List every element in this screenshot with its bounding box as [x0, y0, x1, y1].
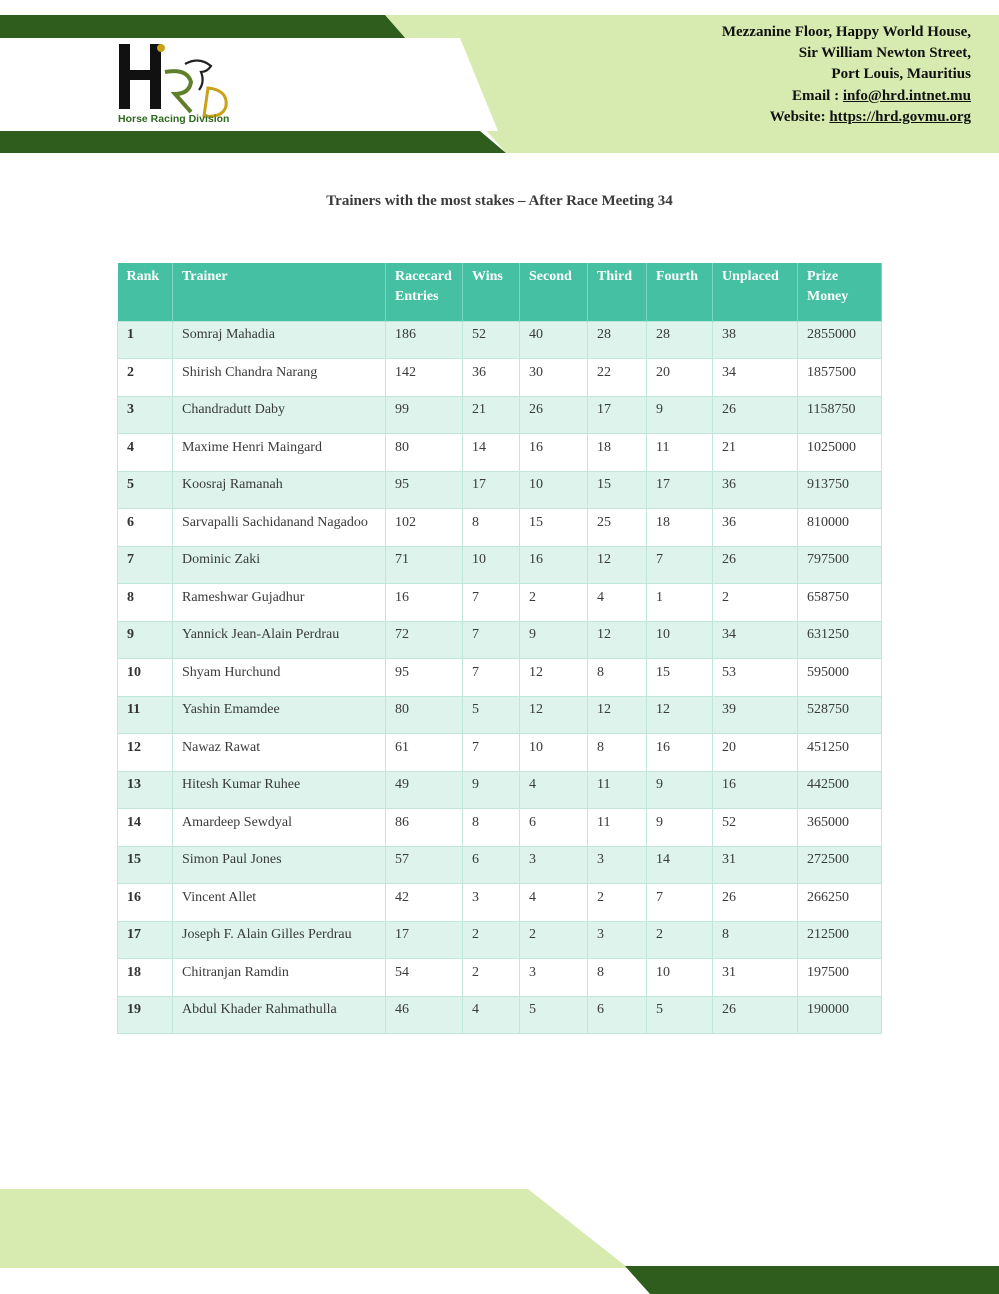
stat-cell: 3: [588, 921, 647, 959]
stat-cell: 2: [588, 884, 647, 922]
stat-cell: 266250: [798, 884, 882, 922]
stat-cell: 10: [647, 959, 713, 997]
rank-cell: 16: [118, 884, 173, 922]
table-row: [118, 846, 882, 884]
table-body: [118, 321, 882, 1034]
stat-cell: 14: [647, 846, 713, 884]
stat-cell: 16: [386, 584, 463, 622]
stat-cell: 20: [647, 359, 713, 397]
stat-cell: 186: [386, 321, 463, 359]
table-row: [118, 546, 882, 584]
stat-cell: 5: [647, 996, 713, 1034]
stat-cell: 25: [588, 509, 647, 547]
trainer-cell: Amardeep Sewdyal: [173, 809, 386, 847]
stat-cell: 8: [463, 809, 520, 847]
address-line: Mezzanine Floor, Happy World House,: [721, 24, 971, 40]
stat-cell: 2: [647, 921, 713, 959]
stat-cell: 16: [647, 734, 713, 772]
stat-cell: 8: [588, 959, 647, 997]
stat-cell: 12: [588, 621, 647, 659]
stat-cell: 595000: [798, 659, 882, 697]
stat-cell: 26: [713, 884, 798, 922]
stat-cell: 6: [520, 809, 588, 847]
table-row: [118, 809, 882, 847]
stat-cell: 365000: [798, 809, 882, 847]
stat-cell: 142: [386, 359, 463, 397]
footer-banner: [0, 1185, 999, 1294]
rank-cell: 14: [118, 809, 173, 847]
rank-cell: 7: [118, 546, 173, 584]
stat-cell: 9: [647, 771, 713, 809]
stat-cell: 16: [520, 434, 588, 472]
trainer-cell: Somraj Mahadia: [173, 321, 386, 359]
stat-cell: 8: [588, 734, 647, 772]
stat-cell: 17: [463, 471, 520, 509]
stat-cell: 451250: [798, 734, 882, 772]
stat-cell: 12: [520, 659, 588, 697]
stat-cell: 102: [386, 509, 463, 547]
column-header: Racecard Entries: [386, 263, 463, 321]
stat-cell: 17: [386, 921, 463, 959]
logo-caption: Horse Racing Division: [118, 113, 230, 125]
trainer-cell: Hitesh Kumar Ruhee: [173, 771, 386, 809]
stat-cell: 40: [520, 321, 588, 359]
stat-cell: 11: [647, 434, 713, 472]
rank-cell: 5: [118, 471, 173, 509]
table-row: [118, 659, 882, 697]
email-label: Email :: [792, 87, 843, 104]
stat-cell: 4: [588, 584, 647, 622]
website-link[interactable]: https://hrd.govmu.org: [829, 108, 971, 125]
rank-cell: 8: [118, 584, 173, 622]
table-row: [118, 321, 882, 359]
stat-cell: 31: [713, 959, 798, 997]
stat-cell: 2: [713, 584, 798, 622]
stat-cell: 95: [386, 471, 463, 509]
stat-cell: 6: [463, 846, 520, 884]
stat-cell: 17: [588, 396, 647, 434]
table-row: [118, 996, 882, 1034]
table-row: [118, 434, 882, 472]
stat-cell: 528750: [798, 696, 882, 734]
trainers-stakes-table: [117, 263, 882, 1034]
table-row: [118, 734, 882, 772]
stat-cell: 52: [713, 809, 798, 847]
trainer-cell: Shyam Hurchund: [173, 659, 386, 697]
trainer-cell: Yashin Emamdee: [173, 696, 386, 734]
stat-cell: 80: [386, 434, 463, 472]
table-row: [118, 621, 882, 659]
stat-cell: 12: [520, 696, 588, 734]
stat-cell: 7: [463, 659, 520, 697]
stat-cell: 52: [463, 321, 520, 359]
stat-cell: 26: [713, 396, 798, 434]
address-block: [722, 22, 971, 128]
stat-cell: 15: [520, 509, 588, 547]
stat-cell: 8: [713, 921, 798, 959]
email-link[interactable]: info@hrd.intnet.mu: [842, 87, 971, 104]
stat-cell: 11: [588, 809, 647, 847]
rank-cell: 13: [118, 771, 173, 809]
trainer-cell: Vincent Allet: [173, 884, 386, 922]
stat-cell: 10: [463, 546, 520, 584]
rank-cell: 3: [118, 396, 173, 434]
stat-cell: 1158750: [798, 396, 882, 434]
stat-cell: 10: [520, 471, 588, 509]
table-row: [118, 584, 882, 622]
stat-cell: 5: [463, 696, 520, 734]
stat-cell: 17: [647, 471, 713, 509]
stat-cell: 3: [588, 846, 647, 884]
stat-cell: 9: [463, 771, 520, 809]
stat-cell: 34: [713, 359, 798, 397]
stat-cell: 34: [713, 621, 798, 659]
stat-cell: 9: [647, 396, 713, 434]
table-row: [118, 771, 882, 809]
stat-cell: 80: [386, 696, 463, 734]
stat-cell: 14: [463, 434, 520, 472]
table-row: [118, 884, 882, 922]
stat-cell: 16: [713, 771, 798, 809]
column-header: Third: [588, 263, 647, 321]
stat-cell: 442500: [798, 771, 882, 809]
stat-cell: 7: [463, 584, 520, 622]
rank-cell: 17: [118, 921, 173, 959]
stat-cell: 21: [463, 396, 520, 434]
column-header: Rank: [118, 263, 173, 321]
stat-cell: 49: [386, 771, 463, 809]
stat-cell: 26: [520, 396, 588, 434]
stat-cell: 95: [386, 659, 463, 697]
stat-cell: 4: [520, 771, 588, 809]
trainer-cell: Koosraj Ramanah: [173, 471, 386, 509]
stat-cell: 2: [520, 921, 588, 959]
trainer-cell: Dominic Zaki: [173, 546, 386, 584]
trainer-cell: Nawaz Rawat: [173, 734, 386, 772]
stat-cell: 1857500: [798, 359, 882, 397]
table-row: [118, 921, 882, 959]
trainer-cell: Shirish Chandra Narang: [173, 359, 386, 397]
stat-cell: 12: [647, 696, 713, 734]
rank-cell: 2: [118, 359, 173, 397]
table-row: [118, 509, 882, 547]
stat-cell: 15: [588, 471, 647, 509]
stat-cell: 10: [647, 621, 713, 659]
trainer-cell: Chandradutt Daby: [173, 396, 386, 434]
stat-cell: 42: [386, 884, 463, 922]
stat-cell: 26: [713, 996, 798, 1034]
table-row: [118, 696, 882, 734]
stat-cell: 36: [713, 509, 798, 547]
stat-cell: 72: [386, 621, 463, 659]
stat-cell: 197500: [798, 959, 882, 997]
rank-cell: 11: [118, 696, 173, 734]
stat-cell: 4: [463, 996, 520, 1034]
rank-cell: 1: [118, 321, 173, 359]
stat-cell: 5: [520, 996, 588, 1034]
stat-cell: 2855000: [798, 321, 882, 359]
table-row: [118, 471, 882, 509]
stat-cell: 99: [386, 396, 463, 434]
stat-cell: 71: [386, 546, 463, 584]
trainer-cell: Chitranjan Ramdin: [173, 959, 386, 997]
trainer-cell: Yannick Jean-Alain Perdrau: [173, 621, 386, 659]
rank-cell: 9: [118, 621, 173, 659]
stat-cell: 10: [520, 734, 588, 772]
table-row: [118, 359, 882, 397]
stat-cell: 631250: [798, 621, 882, 659]
address-line: Sir William Newton Street,: [798, 45, 971, 62]
stat-cell: 913750: [798, 471, 882, 509]
stat-cell: 15: [647, 659, 713, 697]
rank-cell: 10: [118, 659, 173, 697]
website-label: Website:: [769, 108, 830, 125]
table-row: [118, 959, 882, 997]
stat-cell: 53: [713, 659, 798, 697]
stat-cell: 31: [713, 846, 798, 884]
stat-cell: 797500: [798, 546, 882, 584]
stat-cell: 16: [520, 546, 588, 584]
stat-cell: 6: [588, 996, 647, 1034]
stat-cell: 7: [463, 734, 520, 772]
stat-cell: 272500: [798, 846, 882, 884]
stat-cell: 8: [463, 509, 520, 547]
stat-cell: 190000: [798, 996, 882, 1034]
stat-cell: 1: [647, 584, 713, 622]
column-header: Unplaced: [713, 263, 798, 321]
stat-cell: 12: [588, 546, 647, 584]
stat-cell: 212500: [798, 921, 882, 959]
stat-cell: 20: [713, 734, 798, 772]
stat-cell: 28: [588, 321, 647, 359]
stat-cell: 18: [647, 509, 713, 547]
email-line: [722, 86, 971, 107]
stat-cell: 2: [520, 584, 588, 622]
stat-cell: 54: [386, 959, 463, 997]
table-row: [118, 396, 882, 434]
stat-cell: 1025000: [798, 434, 882, 472]
document-title: Trainers with the most stakes – After Race Meeting 34: [326, 193, 673, 209]
stat-cell: 57: [386, 846, 463, 884]
rank-cell: 6: [118, 509, 173, 547]
stat-cell: 658750: [798, 584, 882, 622]
stat-cell: 9: [647, 809, 713, 847]
stat-cell: 22: [588, 359, 647, 397]
stat-cell: 3: [463, 884, 520, 922]
column-header: Prize Money: [798, 263, 882, 321]
stat-cell: 4: [520, 884, 588, 922]
rank-cell: 15: [118, 846, 173, 884]
trainer-cell: Rameshwar Gujadhur: [173, 584, 386, 622]
rank-cell: 4: [118, 434, 173, 472]
stat-cell: 21: [713, 434, 798, 472]
stat-cell: 3: [520, 846, 588, 884]
rank-cell: 19: [118, 996, 173, 1034]
stat-cell: 12: [588, 696, 647, 734]
column-header: Second: [520, 263, 588, 321]
column-header: Wins: [463, 263, 520, 321]
table-header-row: [118, 263, 882, 321]
stat-cell: 36: [463, 359, 520, 397]
stat-cell: 26: [713, 546, 798, 584]
stat-cell: 2: [463, 921, 520, 959]
stat-cell: 28: [647, 321, 713, 359]
column-header: Trainer: [173, 263, 386, 321]
trainer-cell: Simon Paul Jones: [173, 846, 386, 884]
rank-cell: 12: [118, 734, 173, 772]
address-line: Port Louis, Mauritius: [831, 66, 971, 83]
stat-cell: 86: [386, 809, 463, 847]
stat-cell: 46: [386, 996, 463, 1034]
stat-cell: 38: [713, 321, 798, 359]
stat-cell: 11: [588, 771, 647, 809]
trainer-cell: Maxime Henri Maingard: [173, 434, 386, 472]
trainer-cell: Sarvapalli Sachidanand Nagadoo: [173, 509, 386, 547]
stat-cell: 7: [647, 884, 713, 922]
stat-cell: 810000: [798, 509, 882, 547]
rank-cell: 18: [118, 959, 173, 997]
stat-cell: 2: [463, 959, 520, 997]
website-line: [722, 107, 971, 128]
stat-cell: 7: [463, 621, 520, 659]
stat-cell: 39: [713, 696, 798, 734]
stat-cell: 30: [520, 359, 588, 397]
stat-cell: 3: [520, 959, 588, 997]
stat-cell: 8: [588, 659, 647, 697]
stat-cell: 7: [647, 546, 713, 584]
stat-cell: 9: [520, 621, 588, 659]
stat-cell: 61: [386, 734, 463, 772]
stat-cell: 18: [588, 434, 647, 472]
trainer-cell: Abdul Khader Rahmathulla: [173, 996, 386, 1034]
column-header: Fourth: [647, 263, 713, 321]
stat-cell: 36: [713, 471, 798, 509]
trainer-cell: Joseph F. Alain Gilles Perdrau: [173, 921, 386, 959]
